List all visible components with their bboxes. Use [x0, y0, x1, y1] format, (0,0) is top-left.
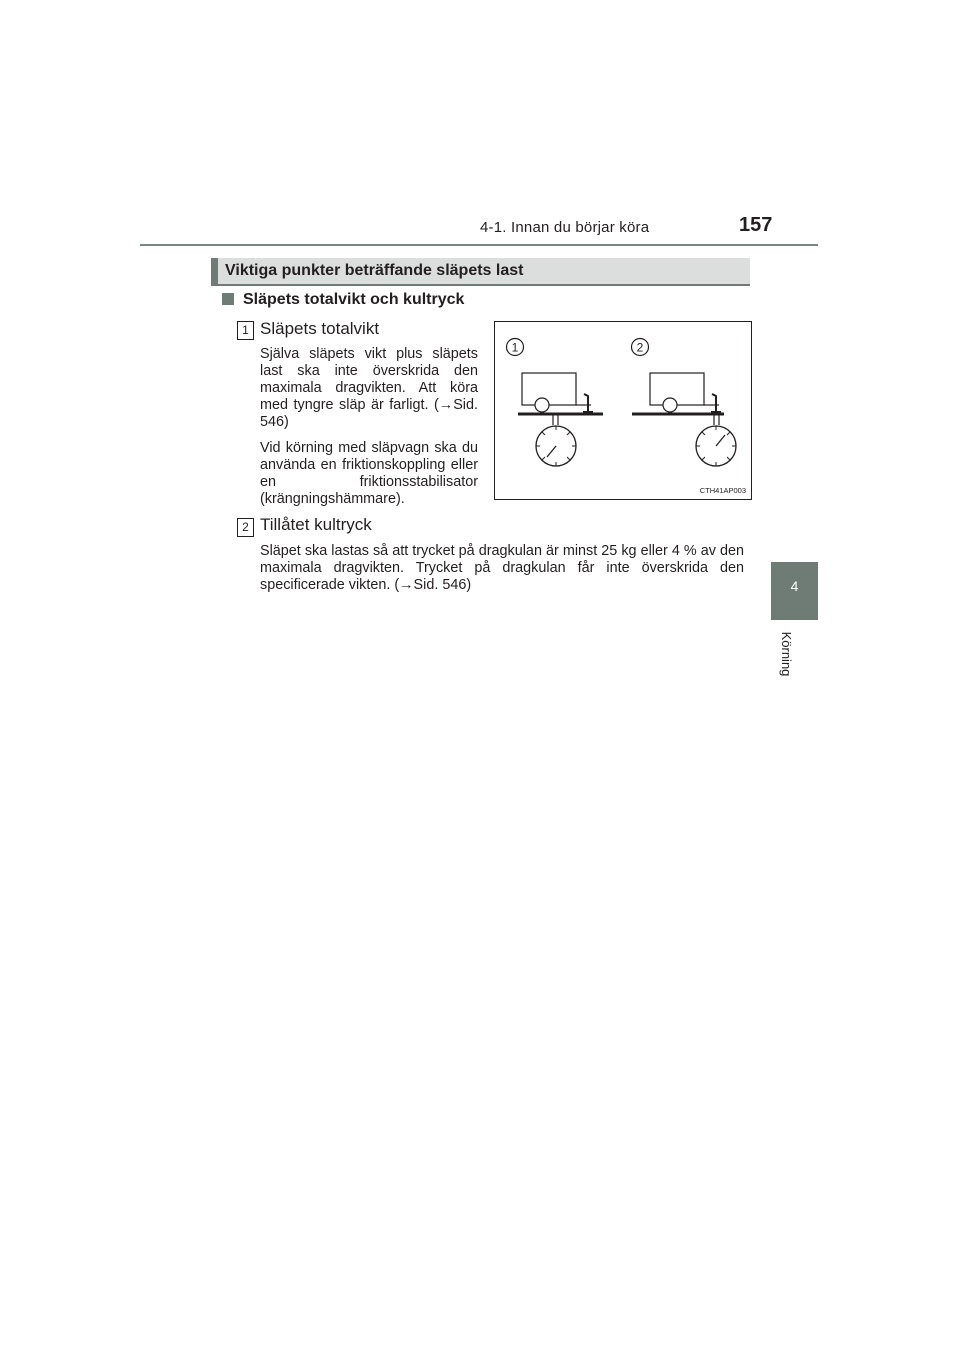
header-title: 4-1. Innan du börjar köra [480, 219, 650, 236]
figure-code: CTH41AP003 [699, 486, 746, 495]
trailer-on-scale-2 [632, 373, 736, 466]
subsection-heading [222, 291, 464, 309]
trailer-on-scale-1 [518, 373, 603, 466]
callout-label-1: 1 [511, 340, 519, 355]
chapter-label: Körning [779, 631, 794, 677]
section-heading-text: Viktiga punkter beträffande släpets last [225, 262, 524, 279]
trailer-weight-illustration [495, 322, 751, 499]
chapter-number: 4 [790, 578, 799, 594]
section-heading [211, 258, 750, 286]
section-heading-bar [211, 258, 218, 286]
paragraph: Vid körning med släpvagn ska du använda en friktionskoppling eller en friktionsstabilisator (krängningshämmare). [260, 440, 478, 507]
item-title-1: Släpets totalvikt [260, 319, 380, 338]
square-bullet-icon [222, 293, 234, 305]
page-number: 157 [739, 214, 773, 236]
chapter-tab [771, 562, 818, 620]
subsection-heading-text: Släpets totalvikt och kultryck [243, 291, 465, 308]
callout-label-2: 2 [636, 340, 644, 355]
item-number-2: 2 [237, 518, 254, 537]
item-title-2: Tillåtet kultryck [260, 515, 372, 534]
paragraph: Släpet ska lastas så att trycket på dragkulan är minst 25 kg eller 4 % av den maximala dragvikten. Trycket på dragkulan får inte överskrida den specificerade vikten. (→Sid. 546) [260, 543, 744, 593]
paragraph: Själva släpets vikt plus släpets last ska inte överskrida den maximala dragvikten. Att köra med tyngre släp är farligt. (→Sid. 546) [260, 346, 478, 430]
header-rule [140, 244, 818, 246]
item-number-1: 1 [237, 321, 254, 340]
trailer-weight-figure [494, 321, 752, 500]
